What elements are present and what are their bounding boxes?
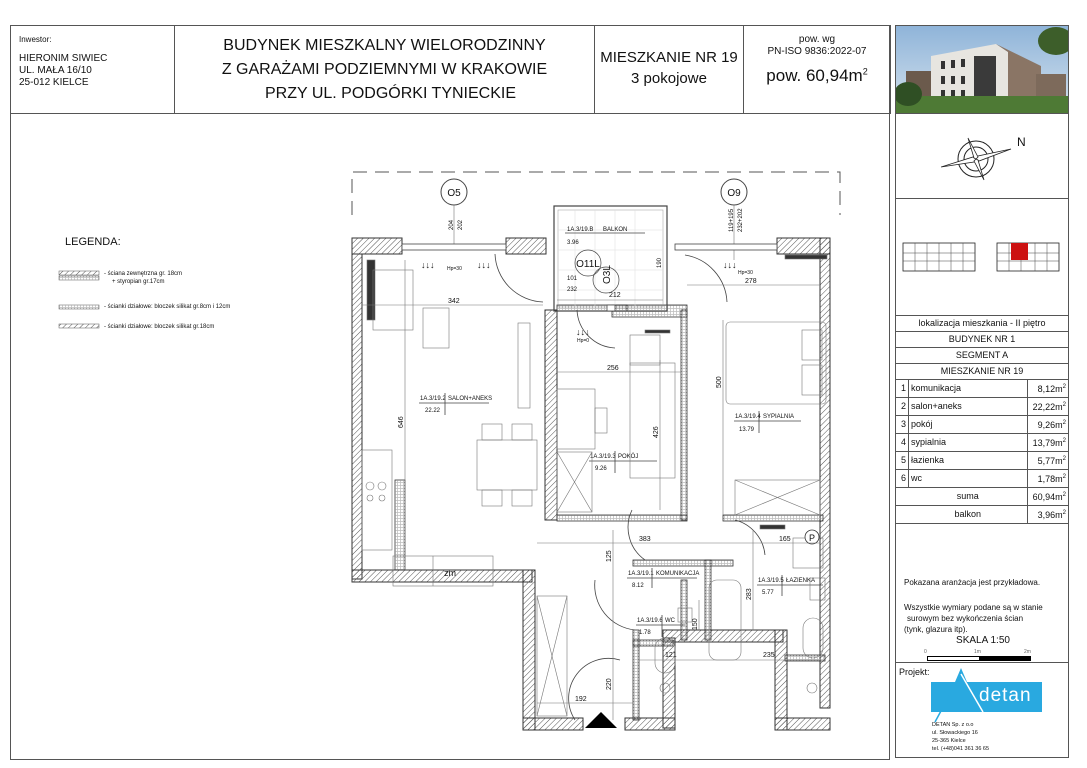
balcony bbox=[554, 206, 667, 311]
notes-box: Pokazana aranżacja jest przykładowa. Wszystkie wymiary podane są w stanie surowym bez wykończenia ścian (tynk, glazura itp). SKALA 1:50 0 1m 2m bbox=[895, 460, 1069, 663]
partition-thin-swatch bbox=[59, 305, 99, 309]
svg-text:101: 101 bbox=[567, 276, 578, 282]
project-label: Projekt: bbox=[899, 667, 930, 677]
room-label-sypialnia bbox=[734, 411, 801, 433]
legend-item-2: - ścianki działowe: bloczek silikat gr.8cm i 12cm bbox=[104, 304, 231, 310]
svg-text:8.12: 8.12 bbox=[632, 583, 644, 589]
svg-text:1A.3/19.5: 1A.3/19.5 bbox=[758, 578, 784, 584]
room-label-komunikacja bbox=[627, 568, 699, 589]
investor-cell bbox=[10, 25, 175, 114]
svg-text:O5: O5 bbox=[447, 188, 461, 199]
svg-text:1A.3/19.4: 1A.3/19.4 bbox=[735, 414, 761, 420]
legend-title: LEGENDA: bbox=[65, 236, 121, 248]
svg-text:212: 212 bbox=[609, 292, 621, 299]
project-title-cell bbox=[174, 25, 595, 114]
project-title-line1: BUDYNEK MIESZKALNY WIELORODZINNY bbox=[223, 37, 546, 54]
area-cell bbox=[743, 25, 891, 114]
building-key-plan bbox=[901, 239, 1066, 273]
svg-text:500: 500 bbox=[716, 376, 723, 388]
svg-text:KOMUNIKACJA: KOMUNIKACJA bbox=[656, 571, 700, 577]
exterior-wall-swatch bbox=[59, 271, 99, 275]
ventilation-arrows bbox=[421, 260, 737, 337]
location-building: BUDYNEK NR 1 bbox=[896, 332, 1069, 348]
north-label: N bbox=[1017, 135, 1026, 149]
svg-text:ŁAZIENKA: ŁAZIENKA bbox=[786, 578, 816, 584]
project-title-line2: Z GARAŻAMI PODZIEMNYMI W KRAKOWIE bbox=[221, 61, 548, 78]
sum-row: suma $60,94m^2$ bbox=[896, 488, 1069, 506]
svg-text:↓↓↓: ↓↓↓ bbox=[576, 327, 590, 337]
svg-text:↓↓↓: ↓↓↓ bbox=[477, 260, 491, 270]
svg-text:Hp=0: Hp=0 bbox=[577, 338, 590, 344]
svg-text:22.22: 22.22 bbox=[425, 408, 441, 414]
room-label-pokoj bbox=[589, 451, 657, 473]
svg-text:202: 202 bbox=[458, 219, 464, 230]
svg-text:1A.3/19.3: 1A.3/19.3 bbox=[590, 454, 616, 460]
entrance-arrow-icon bbox=[585, 712, 617, 728]
company-phone: tel. (+48)041 361 36 65 bbox=[932, 746, 990, 752]
location-title: lokalizacja mieszkania - II piętro bbox=[896, 316, 1069, 332]
investor-name: HIERONIM SIWIEC bbox=[19, 53, 108, 64]
svg-text:O9: O9 bbox=[727, 188, 741, 199]
investor-city: 25-012 KIELCE bbox=[19, 77, 89, 88]
location-map-box bbox=[895, 198, 1069, 316]
svg-text:O3L: O3L bbox=[602, 265, 613, 284]
building-render-image bbox=[896, 26, 1069, 114]
scale-bar-white bbox=[927, 656, 981, 661]
svg-text:235: 235 bbox=[763, 652, 775, 659]
svg-text:↓↓↓: ↓↓↓ bbox=[723, 260, 737, 270]
svg-text:165: 165 bbox=[779, 536, 791, 543]
table-row: 1 komunikacja $8,12m^2$ bbox=[896, 380, 1069, 398]
legend-swatches bbox=[58, 270, 102, 332]
svg-text:426: 426 bbox=[653, 426, 660, 438]
note-dimensions-1: Wszystkie wymiary podane są w stanie bbox=[904, 603, 1043, 612]
floor-plan bbox=[345, 160, 845, 740]
project-box bbox=[895, 662, 1069, 758]
building-photo bbox=[895, 25, 1069, 114]
apartment-title: MIESZKANIE NR 19 bbox=[600, 49, 738, 66]
company-name: DETAN Sp. z o.o bbox=[932, 722, 974, 728]
apartment-cell bbox=[594, 25, 744, 114]
svg-text:Hp=30: Hp=30 bbox=[447, 266, 462, 272]
svg-text:9.26: 9.26 bbox=[595, 466, 607, 472]
table-row: 5 łazienka $5,77m^2$ bbox=[896, 452, 1069, 470]
partition-thick-swatch bbox=[59, 324, 99, 328]
note-arrangement: Pokazana aranżacja jest przykładowa. bbox=[904, 578, 1041, 587]
area-total: pow. $60,94m^2$ bbox=[766, 66, 868, 85]
svg-text:1A.3/19.B: 1A.3/19.B bbox=[567, 227, 594, 233]
apartment-highlight bbox=[1011, 243, 1028, 260]
compass-box bbox=[895, 113, 1069, 199]
svg-text:1A.3/19.6: 1A.3/19.6 bbox=[637, 618, 663, 624]
svg-text:232+202: 232+202 bbox=[738, 208, 744, 232]
svg-text:220: 220 bbox=[606, 678, 613, 690]
logo-compass-icon bbox=[931, 668, 991, 724]
location-apartment: MIESZKANIE NR 19 bbox=[896, 364, 1069, 380]
company-street: ul. Słowackiego 16 bbox=[932, 730, 978, 736]
svg-text:121: 121 bbox=[665, 652, 677, 659]
table-row: 2 salon+aneks $22,22m^2$ bbox=[896, 398, 1069, 416]
svg-text:13.79: 13.79 bbox=[739, 427, 755, 433]
svg-text:O11L: O11L bbox=[576, 259, 600, 270]
table-row: 3 pokój $9,26m^2$ bbox=[896, 416, 1069, 434]
svg-text:1A.3/19.1: 1A.3/19.1 bbox=[628, 571, 654, 577]
axis-marker-o5 bbox=[441, 179, 467, 250]
scale-bar-black bbox=[979, 656, 1031, 661]
svg-text:383: 383 bbox=[639, 536, 651, 543]
svg-text:3.96: 3.96 bbox=[567, 240, 579, 246]
svg-text:zm: zm bbox=[444, 568, 456, 578]
svg-text:190: 190 bbox=[657, 257, 663, 268]
svg-text:342: 342 bbox=[448, 298, 460, 305]
svg-text:125: 125 bbox=[606, 550, 613, 562]
svg-text:192: 192 bbox=[575, 696, 587, 703]
svg-text:150: 150 bbox=[692, 618, 699, 630]
svg-text:↓↓↓: ↓↓↓ bbox=[421, 260, 435, 270]
table-row: 4 sypialnia $13,79m^2$ bbox=[896, 434, 1069, 452]
dimension-lines bbox=[362, 260, 820, 720]
svg-text:1.78: 1.78 bbox=[639, 630, 651, 636]
svg-text:1A.3/19.2: 1A.3/19.2 bbox=[420, 396, 446, 402]
investor-label: Inwestor: bbox=[19, 35, 52, 44]
svg-text:Hp=30: Hp=30 bbox=[738, 270, 753, 276]
apartment-rooms: 3 pokojowe bbox=[631, 70, 707, 87]
location-segment: SEGMENT A bbox=[896, 348, 1069, 364]
svg-text:P: P bbox=[808, 533, 816, 543]
legend-item-3: - ścianki działowe: bloczek silikat gr.18cm bbox=[104, 324, 215, 330]
investor-street: UL. MAŁA 16/10 bbox=[19, 65, 92, 76]
logo-text: detan bbox=[979, 685, 1032, 706]
svg-text:SYPIALNIA: SYPIALNIA bbox=[763, 414, 795, 420]
svg-text:WC: WC bbox=[665, 618, 675, 624]
area-standard-line2: PN-ISO 9836:2022-07 bbox=[767, 46, 867, 57]
svg-text:119+195: 119+195 bbox=[729, 208, 735, 232]
svg-text:5.77: 5.77 bbox=[762, 590, 774, 596]
svg-text:283: 283 bbox=[746, 588, 753, 600]
company-city: 25-365 Kielce bbox=[932, 738, 966, 744]
living-room-furniture bbox=[362, 260, 537, 586]
note-dimensions-3: (tynk, glazura itp). bbox=[904, 625, 968, 634]
table-row: 6 wc $1,78m^2$ bbox=[896, 470, 1069, 488]
svg-text:POKÓJ: POKÓJ bbox=[618, 454, 639, 460]
legend-item-1: - ściana zewnętrzna gr. 18cm bbox=[104, 271, 183, 277]
svg-text:SALON+ANEKS: SALON+ANEKS bbox=[448, 396, 493, 402]
exterior-walls bbox=[352, 238, 830, 730]
scale-title: SKALA 1:50 bbox=[956, 635, 1010, 646]
svg-text:204: 204 bbox=[449, 219, 455, 230]
room-label-salon bbox=[419, 393, 492, 415]
note-dimensions-2: surowym bez wykończenia ścian bbox=[907, 614, 1024, 623]
room-furniture bbox=[557, 255, 827, 515]
area-standard-line1: pow. wg bbox=[798, 34, 836, 45]
svg-text:646: 646 bbox=[398, 416, 405, 428]
project-title-line3: PRZY UL. PODGÓRKI TYNIECKIE bbox=[264, 85, 517, 102]
balcony-row: balkon $3,96m^2$ bbox=[896, 506, 1069, 524]
svg-text:256: 256 bbox=[607, 365, 619, 372]
svg-text:232: 232 bbox=[567, 287, 578, 293]
svg-text:278: 278 bbox=[745, 278, 757, 285]
svg-text:BALKON: BALKON bbox=[603, 227, 628, 233]
legend-item-1b: + styropian gr.17cm bbox=[112, 279, 165, 285]
